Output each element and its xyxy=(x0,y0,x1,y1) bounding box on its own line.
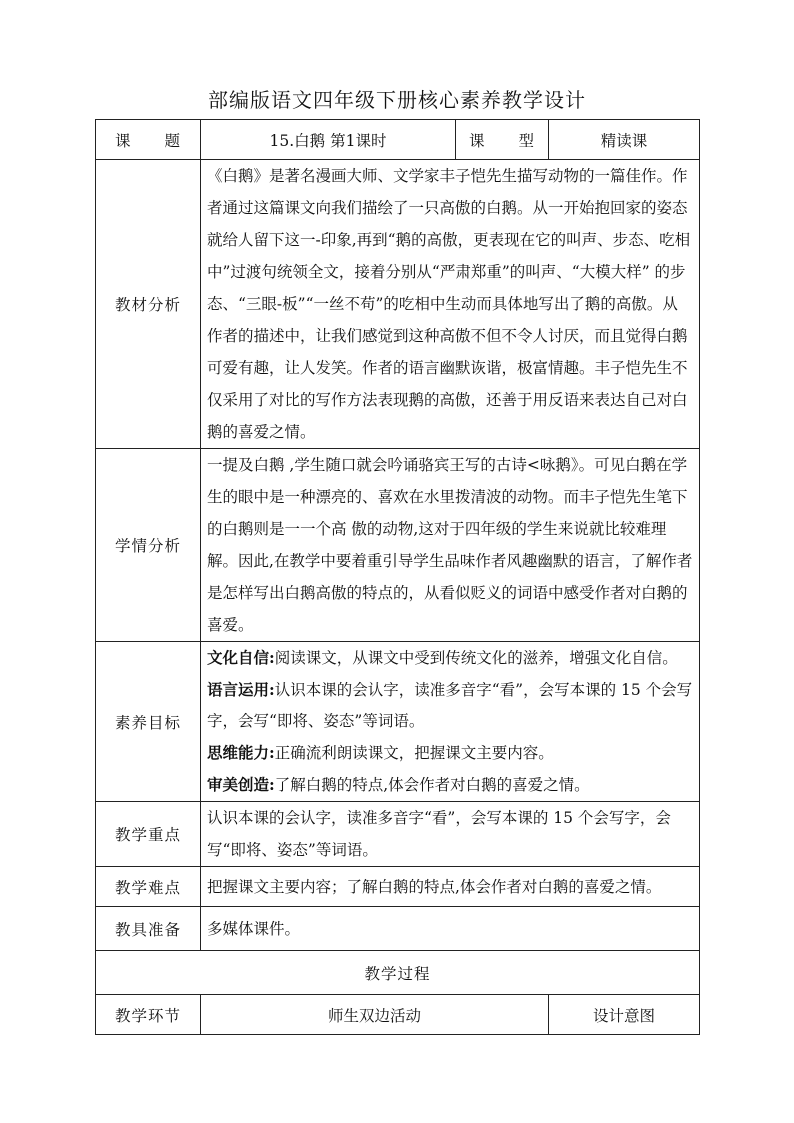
topic-label: 课 题 xyxy=(96,120,201,160)
difficulties-text: 把握课文主要内容；了解白鹅的特点,体会作者对白鹅的喜爱之情。 xyxy=(207,877,662,896)
teaching-aids-row xyxy=(96,907,700,951)
process-columns-row xyxy=(96,995,700,1035)
goal-text: 正确流利朗读课文，把握课文主要内容。 xyxy=(274,744,554,762)
teaching-aids-label: 教具准备 xyxy=(96,907,201,951)
learner-analysis-label: 学情分析 xyxy=(96,449,201,642)
process-col-activity: 师生双边活动 xyxy=(201,995,549,1035)
lesson-plan-table xyxy=(95,119,700,1035)
goal-key: 审美创造: xyxy=(207,775,275,794)
goal-item xyxy=(207,642,693,674)
key-points-row xyxy=(96,802,700,867)
material-analysis-text: 《白鹅》是著名漫画大师、文学家丰子恺先生描写动物的一篇佳作。作者通过这篇课文向我们描绘了一只高傲的白鹅。从一开始抱回家的姿态就给人留下这一-印象,再到“鹅的高傲，更表现在它的叫声、步态、吃相中”过渡句统领全文，接着分别从“严肃郑重”的叫声、“大模大样” 的步态、“三眼-板”“一丝不苟”的吃相中生动而具体地写出了鹅的高傲。从作者的描述中，让我们感觉到这种高傲不但不令人讨厌，而且觉得白鹅可爱有趣，让人发笑。作者的语言幽默诙谐，极富情趣。丰子恺先生不仅采用了对比的写作方法表现鹅的高傲，还善于用反语来表达自己对白鹅的喜爱之情。 xyxy=(207,167,691,441)
process-col-stage: 教学环节 xyxy=(96,995,201,1035)
type-label: 课 型 xyxy=(456,120,549,160)
goal-text: 了解白鹅的特点,体会作者对白鹅的喜爱之情。 xyxy=(274,776,590,794)
key-points-label: 教学重点 xyxy=(96,802,201,867)
goal-key: 语言运用: xyxy=(207,680,275,699)
difficulties-label: 教学难点 xyxy=(96,867,201,907)
goal-text: 认识本课的会认字，读准多音字“看”，会写本课的 15 个会写字，会写“即将、姿态”等词语。 xyxy=(207,681,693,730)
learner-analysis-text: 一提及白鹅 ,学生随口就会吟诵骆宾王写的古诗<咏鹅》。可见白鹅在学生的眼中是一种漂亮的、喜欢在水里拨清波的动物。而丰子恺先生笔下的白鹅则是一一个高 傲的动物,这对于四年级的学生来说就比较难理解。因此,在教学中要着重引导学生品味作者风趣幽默的语言，了解作者是怎样写出白鹅高傲的特点的，从看似贬义的词语中感受作者对白鹅的喜爱。 xyxy=(207,456,693,634)
process-col-intent: 设计意图 xyxy=(549,995,700,1035)
process-heading: 教学过程 xyxy=(96,951,700,995)
document-title: 部编版语文四年级下册核心素养教学设计 xyxy=(208,88,586,112)
learner-analysis-row xyxy=(96,449,700,642)
literacy-goals-label: 素养目标 xyxy=(96,642,201,802)
material-analysis-row xyxy=(96,160,700,449)
teaching-aids-text: 多媒体课件。 xyxy=(207,919,301,938)
literacy-goals-row xyxy=(96,642,700,802)
goal-key: 思维能力: xyxy=(207,743,275,762)
goal-item xyxy=(207,674,693,737)
difficulties-row xyxy=(96,867,700,907)
goal-key: 文化自信: xyxy=(207,648,275,667)
header-row xyxy=(96,120,700,160)
key-points-text: 认识本课的会认字，读准多音字“看”，会写本课的 15 个会写字，会写“即将、姿态”等词语。 xyxy=(207,809,671,859)
type-value: 精读课 xyxy=(549,120,700,160)
goal-text: 阅读课文，从课文中受到传统文化的滋养，增强文化自信。 xyxy=(274,649,678,667)
topic-value: 15.白鹅 第1课时 xyxy=(201,120,456,160)
material-analysis-label: 教材分析 xyxy=(96,160,201,449)
goal-item xyxy=(207,769,693,801)
process-heading-row xyxy=(96,951,700,995)
goal-item xyxy=(207,737,693,769)
